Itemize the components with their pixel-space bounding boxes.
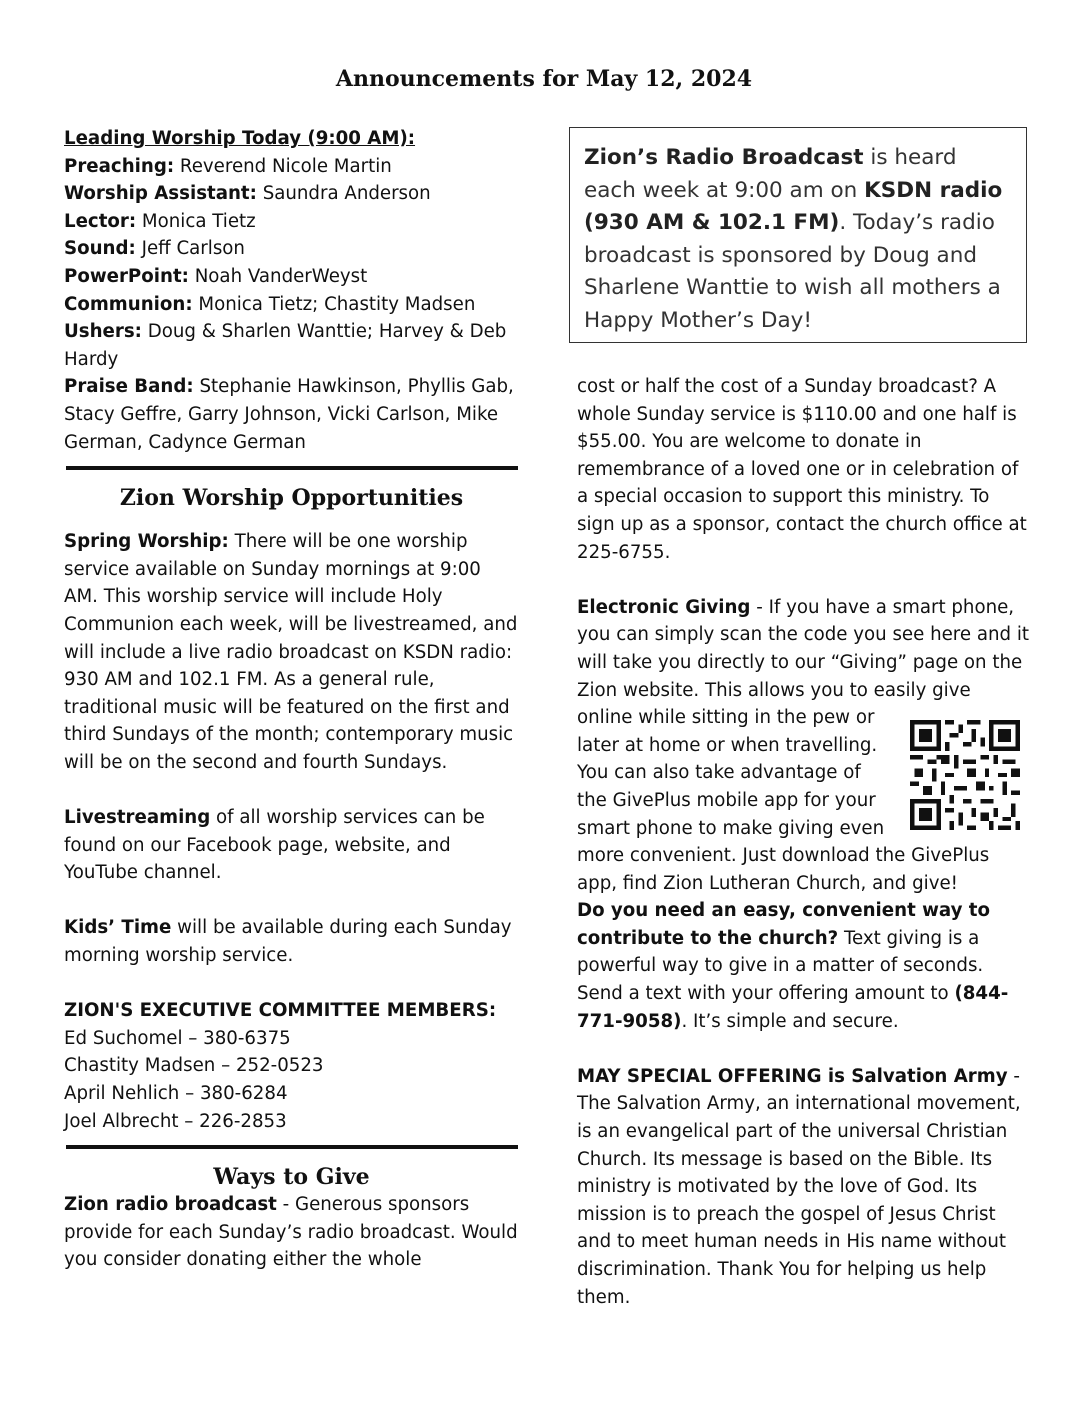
spring-worship-paragraph: Spring Worship: There will be one worship service available on Sunday mornings at 9:00 AM. This worship service will include Holy Communion each week, will be livestreamed, and will include a live radio broadcast on KSDN radio: 930 AM and 102.1 FM. As a general rule, traditional music will be featured on the first and third Sundays of the month; contemporary music will be on the second and fourth Sundays. bbox=[64, 531, 518, 773]
assistant-line: Worship Assistant: Saundra Anderson bbox=[64, 183, 431, 205]
opportunities-heading: Zion Worship Opportunities bbox=[119, 485, 464, 512]
committee-member: Joel Albrecht – 226-2853 bbox=[64, 1110, 287, 1132]
left-column bbox=[64, 125, 519, 1274]
electronic-giving-paragraph: Electronic Giving - If you have a smart phone, you can simply scan the code you see here and it will take you directly to our “Giving” page on the Zion website. This allows you to easily give bbox=[577, 596, 1030, 701]
electronic-giving-wrap bbox=[577, 704, 907, 842]
ways-to-give-heading: Ways to Give bbox=[213, 1164, 370, 1191]
radio-sponsor-continued: cost or half the cost of a Sunday broadcast? A whole Sunday service is $110.00 and one half is $55.00. You are welcome to donate in remembrance of a loved one or in celebration of a special occasion to support this ministry. To sign up as a sponsor, contact the church office at 225-6755. bbox=[577, 376, 1027, 563]
special-offering-paragraph: MAY SPECIAL OFFERING is Salvation Army - The Salvation Army, an international movement, is an evangelical part of the universal Christian Church. Its message is based on the Bible. Its ministry is motivated by the love of God. Its mission is to preach the gospel of Jesus Christ and to meet human needs in His name without discrimination. Thank You for helping us help them. bbox=[577, 1065, 1021, 1308]
committee-member: Ed Suchomel – 380-6375 bbox=[64, 1027, 291, 1049]
qr-code-icon[interactable] bbox=[910, 720, 1020, 830]
wrap-line: You can also take advantage of bbox=[577, 762, 861, 784]
livestreaming-paragraph: Livestreaming of all worship services can be found on our Facebook page, website, and YouTube channel. bbox=[64, 807, 485, 884]
ushers-line: Ushers: Doug & Sharlen Wanttie; Harvey & Deb Hardy bbox=[64, 321, 507, 370]
radio-sponsor-paragraph: Zion radio broadcast - Generous sponsors provide for each Sunday’s radio broadcast. Would you consider donating either the whole bbox=[64, 1194, 518, 1271]
section-divider bbox=[66, 466, 518, 470]
praise-band-line: Praise Band: Stephanie Hawkinson, Phyllis Gab, Stacy Geffre, Garry Johnson, Vicki Carlson, Mike German, Cadynce German bbox=[64, 376, 514, 453]
kids-time-paragraph: Kids’ Time will be available during each Sunday morning worship service. bbox=[64, 917, 512, 967]
right-column bbox=[577, 373, 1032, 1311]
text-giving-paragraph: Do you need an easy, convenient way to contribute to the church? Text giving is a powerful way to give in a matter of seconds. Send a text with your offering amount to (844-771-9058). It’s simple and secure. bbox=[577, 900, 1009, 1032]
lector-line: Lector: Monica Tietz bbox=[64, 210, 256, 232]
radio-broadcast-box: Zion’s Radio Broadcast is heard each week at 9:00 am on KSDN radio (930 AM & 102.1 FM). Today’s radio broadcast is sponsored by Doug and Sharlene Wanttie to wish all mothers a Happy Mother’s Day! bbox=[569, 127, 1027, 343]
page-title: Announcements for May 12, 2024 bbox=[335, 66, 753, 92]
wrap-line: online while sitting in the pew or bbox=[577, 707, 875, 729]
wrap-line: smart phone to make giving even bbox=[577, 817, 885, 839]
leading-worship-heading: Leading Worship Today (9:00 AM): bbox=[64, 128, 416, 149]
sound-line: Sound: Jeff Carlson bbox=[64, 238, 245, 260]
communion-line: Communion: Monica Tietz; Chastity Madsen bbox=[64, 293, 476, 315]
powerpoint-line: PowerPoint: Noah VanderWeyst bbox=[64, 265, 368, 287]
wrap-line: the GivePlus mobile app for your bbox=[577, 789, 876, 811]
preaching-line: Preaching: Reverend Nicole Martin bbox=[64, 155, 392, 177]
section-divider bbox=[66, 1145, 518, 1149]
committee-heading: ZION'S EXECUTIVE COMMITTEE MEMBERS: bbox=[64, 1000, 497, 1022]
committee-member: Chastity Madsen – 252-0523 bbox=[64, 1055, 324, 1077]
wrap-line: later at home or when travelling. bbox=[577, 734, 878, 756]
electronic-giving-continued: more convenient. Just download the GivePlus app, find Zion Lutheran Church, and give! bbox=[577, 845, 990, 894]
committee-member: April Nehlich – 380-6284 bbox=[64, 1083, 288, 1104]
